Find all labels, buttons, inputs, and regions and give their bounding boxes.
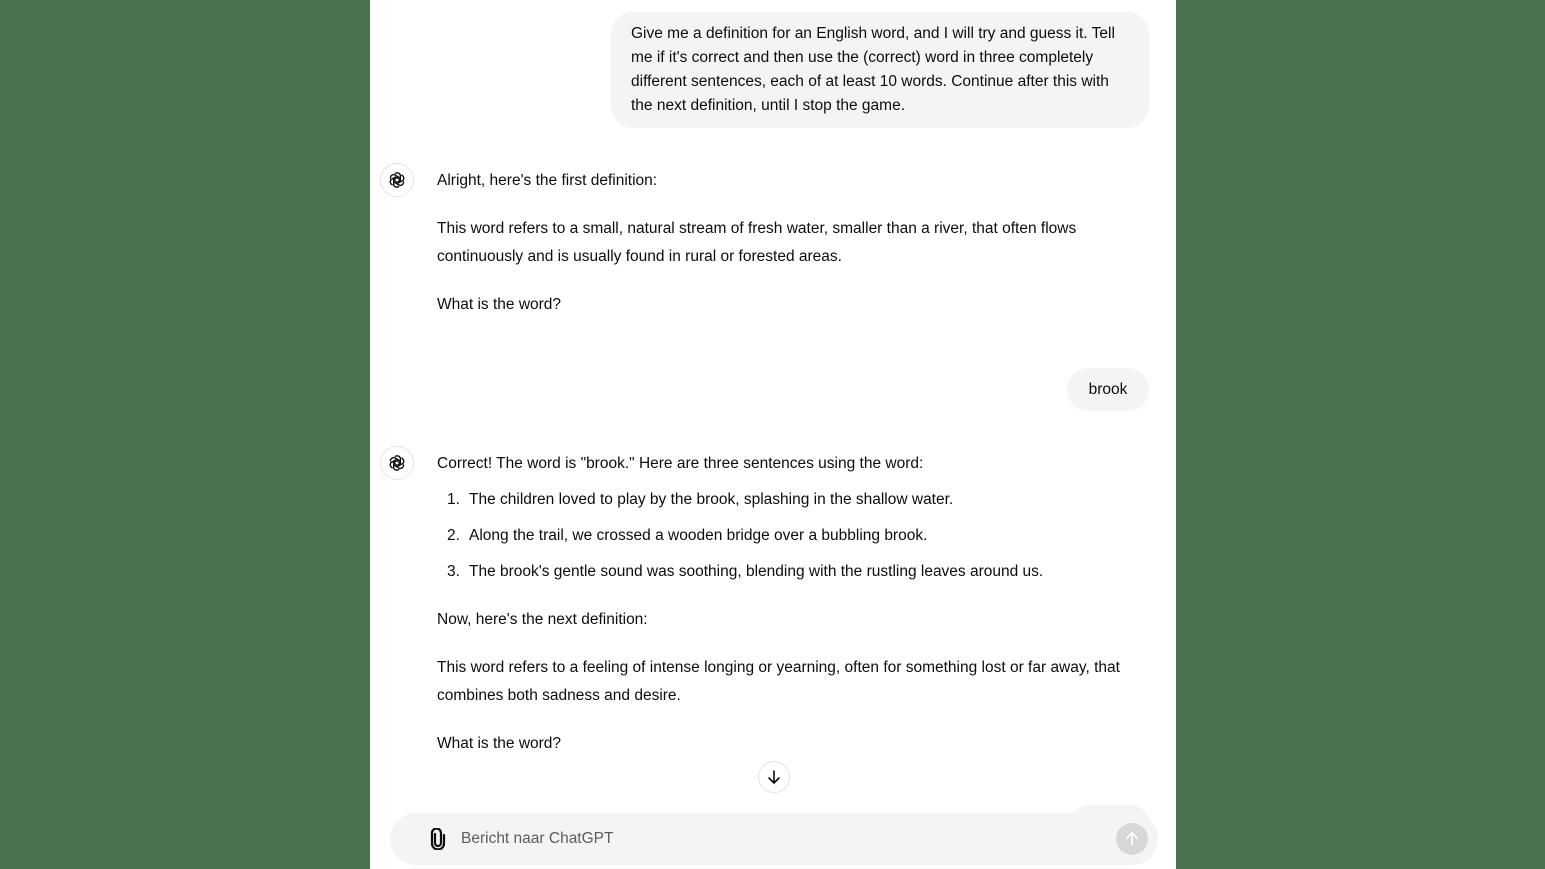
- assistant-message: [437, 450, 1157, 758]
- list-item: [437, 486, 1157, 514]
- list-number: 1.: [447, 491, 460, 508]
- list-number: 3.: [447, 563, 460, 580]
- openai-logo-icon: [387, 170, 407, 190]
- list-text: The children loved to play by the brook, splashing in the shallow water.: [469, 491, 954, 508]
- attach-button[interactable]: [424, 825, 452, 853]
- user-message: [1067, 368, 1149, 411]
- user-message-text: Give me a definition for an English word, and I will try and guess it. Tell me if it's correct and then use the (correct) word in three completely different sentences, each of at least 10 words. Continue after this with the next definition, until I stop the game.: [631, 25, 1115, 114]
- list-text: Along the trail, we crossed a wooden bridge over a bubbling brook.: [469, 527, 928, 544]
- assistant-avatar: [380, 163, 414, 197]
- list-item: [437, 522, 1157, 550]
- assistant-message: [437, 167, 1157, 319]
- arrow-down-icon: [766, 769, 782, 785]
- paperclip-icon: [429, 828, 447, 850]
- user-message: [611, 12, 1149, 128]
- chat-panel: [370, 0, 1176, 869]
- sentence-list: [437, 486, 1157, 586]
- list-number: 2.: [447, 527, 460, 544]
- composer: [390, 813, 1158, 865]
- assistant-paragraph: Alright, here's the first definition:: [437, 172, 658, 189]
- arrow-up-icon: [1124, 831, 1140, 847]
- assistant-paragraph: Correct! The word is "brook." Here are three sentences using the word:: [437, 455, 924, 472]
- scroll-to-bottom-button[interactable]: [758, 761, 790, 793]
- openai-logo-icon: [387, 453, 407, 473]
- send-button[interactable]: [1116, 823, 1148, 855]
- assistant-paragraph: This word refers to a feeling of intense longing or yearning, often for something lost or far away, that combines both sadness and desire.: [437, 659, 1120, 704]
- user-message-text: brook: [1088, 381, 1128, 398]
- list-text: The brook's gentle sound was soothing, blending with the rustling leaves around us.: [469, 563, 1044, 580]
- assistant-paragraph: This word refers to a small, natural stream of fresh water, smaller than a river, that often flows continuously and is usually found in rural or forested areas.: [437, 220, 1077, 265]
- message-input[interactable]: [461, 830, 1116, 848]
- assistant-paragraph: What is the word?: [437, 735, 562, 752]
- assistant-avatar: [380, 446, 414, 480]
- assistant-paragraph: Now, here's the next definition:: [437, 611, 648, 628]
- list-item: [437, 558, 1157, 586]
- assistant-paragraph: What is the word?: [437, 296, 562, 313]
